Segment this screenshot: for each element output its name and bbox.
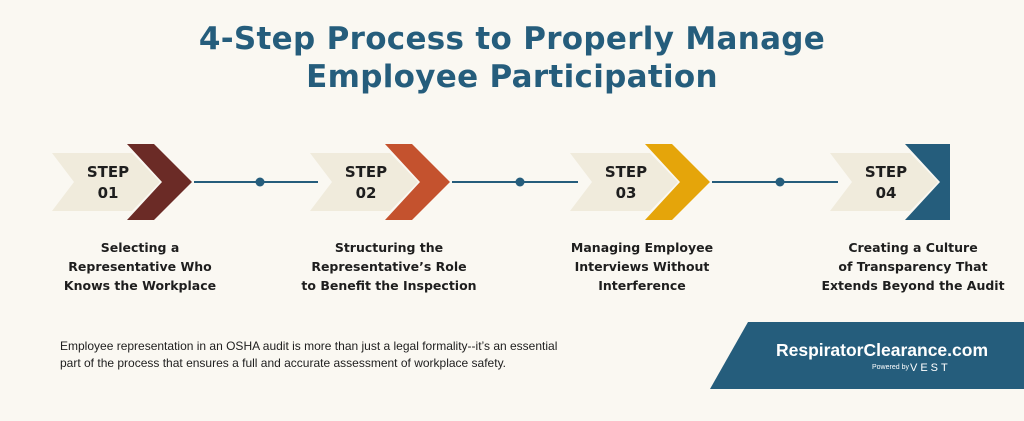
step-2-word: STEP xyxy=(344,163,388,181)
description-line-2: part of the process that ensures a full and accurate assessment of workplace safety. xyxy=(60,356,507,370)
step-3-word: STEP xyxy=(604,163,648,181)
title-line-1: 4-Step Process to Properly Manage xyxy=(198,21,826,57)
step-4-word: STEP xyxy=(864,163,908,181)
step-1-label: Selecting a Representative Who Knows the Workplace xyxy=(63,240,217,293)
step-4-label: Creating a Culture of Transparency That Extends Beyond the Audit xyxy=(821,240,1005,293)
step-1-number: 01 xyxy=(97,184,119,202)
vest-logo: VEST xyxy=(910,362,951,374)
step-1-word: STEP xyxy=(86,163,130,181)
step-4-number: 04 xyxy=(875,184,897,202)
step-2-number: 02 xyxy=(355,184,377,202)
description-line-1: Employee representation in an OSHA audit is more than just a legal formality--it’s an essential xyxy=(60,339,558,353)
step-3-label: Managing Employee Interviews Without Interference xyxy=(570,240,714,293)
title-line-2: Employee Participation xyxy=(306,59,718,95)
step-3-number: 03 xyxy=(615,184,637,202)
powered-by-text: Powered by xyxy=(872,364,909,371)
brand-logo-text: RespiratorClearance.com xyxy=(775,340,989,360)
step-2-label: Structuring the Representative’s Role to Benefit the Inspection xyxy=(301,240,477,293)
